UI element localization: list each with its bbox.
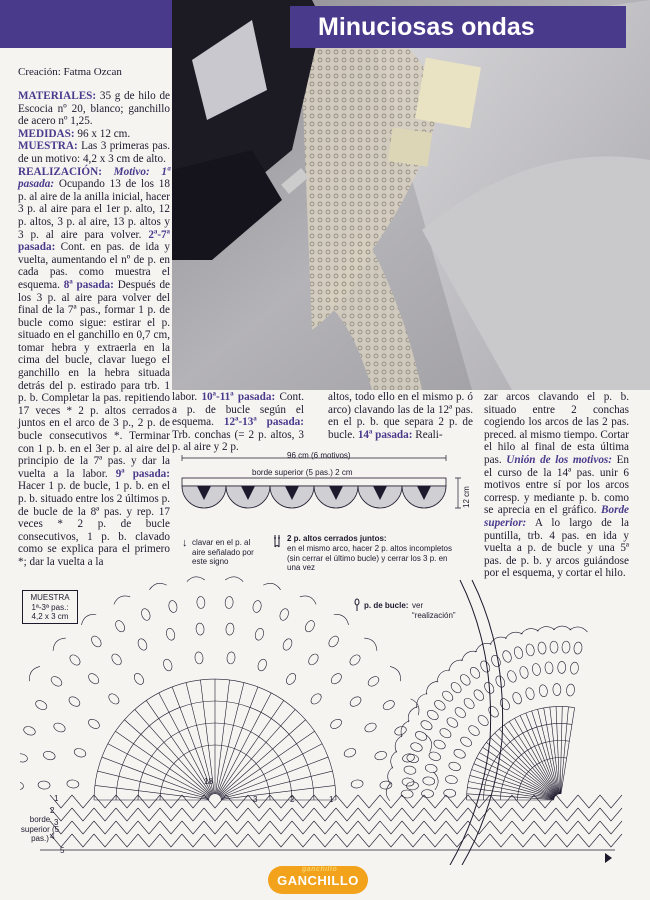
- row-8-text: Después de los 3 p. al aire para volver del final de la 7ª pas., formar 1 p. de bucle como sigue: estirar el p. situado en el ganchillo en 0,7 cm, tomar hebra y extraerla en la cima del bucle, clavar luego el ganchillo en la hebra situada detrás del p. estirado para trb. 1 p. b. Completar la pas. repitiendo 17 veces * 2 p. altos cerrados juntos en el arco de 3 p., 2 p. de bucle consecutivos *. Terminar con 1 p. b. en el 3er p. al aire del principio de la 7ª pas. y dar la vuelta a la labor.: [18, 278, 171, 480]
- row-14-label: 14ª pasada:: [357, 428, 413, 441]
- gauge-line-1: MUESTRA: [30, 593, 70, 602]
- legend-bucle-text: ver “realización”: [412, 601, 456, 620]
- credit-line: Creación: Fatma Ozcan: [18, 66, 122, 78]
- row-12-13-text: Trb. conchas (= 2 p. altos, 3 p. al aire y 2 p.: [172, 428, 304, 454]
- row-number-2: 2: [290, 795, 295, 804]
- instructions-column-2: [172, 391, 304, 454]
- row-9-label: 9ª pasada:: [115, 467, 170, 480]
- gauge-line-2: 1ª-3ª pas.:: [31, 602, 69, 612]
- union-text: En el curso de la 14ª pas. unir 6 motivos entre sí por los arcos corresp. y mediante p. b. como se aprecia en el gráfico.: [484, 453, 630, 517]
- row-number-5: 5: [60, 846, 65, 855]
- row-number-2b: 2: [50, 806, 55, 815]
- union-label: Unión de los motivos:: [506, 453, 612, 466]
- motivo-label: Motivo: 1ª pasada:: [18, 165, 170, 191]
- row-10-11-text: Cont. a p. de bucle según el esquema.: [172, 391, 305, 429]
- chart-borde-label: borde superior (5 pas.): [20, 815, 60, 843]
- medidas-text: 96 x 12 cm.: [77, 127, 131, 140]
- schematic-width-label: 96 cm (6 motivos): [287, 451, 351, 460]
- borde-text: A lo largo de la puntilla, trb. 4 pas. en ida y vuelta a p. de bucle y una 5ª pas. de p. b. y arcos guiándose por el esquema, y cortar el hilo.: [484, 516, 629, 580]
- row-number-1: 1: [329, 795, 334, 804]
- row-9-text: Hacer 1 p. de bucle, 1 p. b. en el p. b. situado entre los 2 últimos p. de bucle de la 8ª pas. y rep. 17 veces * 2 p. de bucle consecutivos, 1 p. b. clavado como se explica para el primero *; dar la vuelta a la: [18, 480, 170, 568]
- legend-altos-text: en el mismo arco, hacer 2 p. altos incompletos (sin cerrar el último bucle) y cerrar los 3 p. en una vez: [287, 544, 452, 572]
- materiales-label: MATERIALES:: [18, 90, 97, 102]
- schematic-border-label: borde superior (5 pas.) 2 cm: [252, 468, 353, 477]
- col4-text-a: zar arcos clavando el p. b. situado entre 2 conchas cogiendo los arcos de las 2 pas. preced. al mismo tiempo. Cortar el hilo al final de esta última pas.: [484, 391, 629, 466]
- legend-bucle-title: p. de bucle:: [364, 601, 409, 610]
- row-number-4: 4: [50, 832, 55, 841]
- row-number-3: 3: [253, 795, 258, 804]
- row-number-3b: 3: [54, 818, 59, 827]
- legend-altos-title: 2 p. altos cerrados juntos:: [287, 534, 387, 543]
- col3-text-b: Reali-: [415, 428, 443, 441]
- crochet-chart: [20, 570, 638, 865]
- row-2-7-text: Cont. en pas. de ida y vuelta, aumentando el nº de p. en cada pas. como muestra el esquema.: [18, 241, 170, 291]
- gauge-line-3: 4,2 x 3 cm: [31, 612, 69, 621]
- medidas-label: MEDIDAS:: [18, 127, 75, 140]
- row-12-13-label: 12ª-13ª pasada:: [223, 416, 304, 429]
- instructions-column-4: [484, 391, 629, 580]
- realizacion-label: REALIZACIÓN:: [18, 165, 102, 178]
- legend-clavar: clavar en el p. al aire señalado por este signo: [192, 538, 254, 566]
- project-photo: [172, 0, 650, 390]
- muestra-label: MUESTRA:: [18, 140, 78, 153]
- materiales-text: 35 g de hilo de Escocia nº 20, blanco; ganchillo de acero nº 1,25.: [18, 90, 170, 128]
- schematic-height-label: 12 cm: [462, 486, 471, 508]
- row-number-1b: 1: [54, 794, 59, 803]
- col2-lead: labor.: [172, 391, 198, 403]
- instructions-column-1: [18, 90, 170, 569]
- borde-label: Borde superior:: [484, 504, 630, 529]
- instructions-column-3: [328, 391, 473, 441]
- header-bar: [0, 0, 172, 48]
- logo-brand-script: ganchillo: [302, 866, 338, 873]
- motivo-text: Ocupando 13 de los 18 p. al aire de la anilla inicial, hacer 3 p. al aire para el 1er p. alto, 12 p. altos, 3 p. al aire, 13 p. altos y 3 p. al aire para volver.: [18, 178, 170, 241]
- row-2-7-label: 2ª-7ª pasada:: [18, 228, 170, 254]
- arrow-symbol-icon: ↓: [182, 537, 188, 549]
- col3-text-a: altos, todo ello en el mismo p. ó arco) clavando las de la 12ª pas. en el p. b. que separa 2 p. de bucle.: [328, 391, 473, 441]
- magazine-logo: [268, 866, 368, 894]
- muestra-text: Las 3 primeras pas. de un motivo: 4,2 x 3 cm de alto.: [18, 140, 170, 165]
- row-number-18: 18: [204, 777, 213, 786]
- row-10-11-label: 10ª-11ª pasada:: [201, 391, 276, 403]
- logo-text: GANCHILLO: [277, 872, 359, 888]
- page-title: Minuciosas ondas: [290, 6, 626, 48]
- row-8-label: 8ª pasada:: [63, 278, 114, 291]
- double-stitch-symbol-icon: [273, 534, 281, 548]
